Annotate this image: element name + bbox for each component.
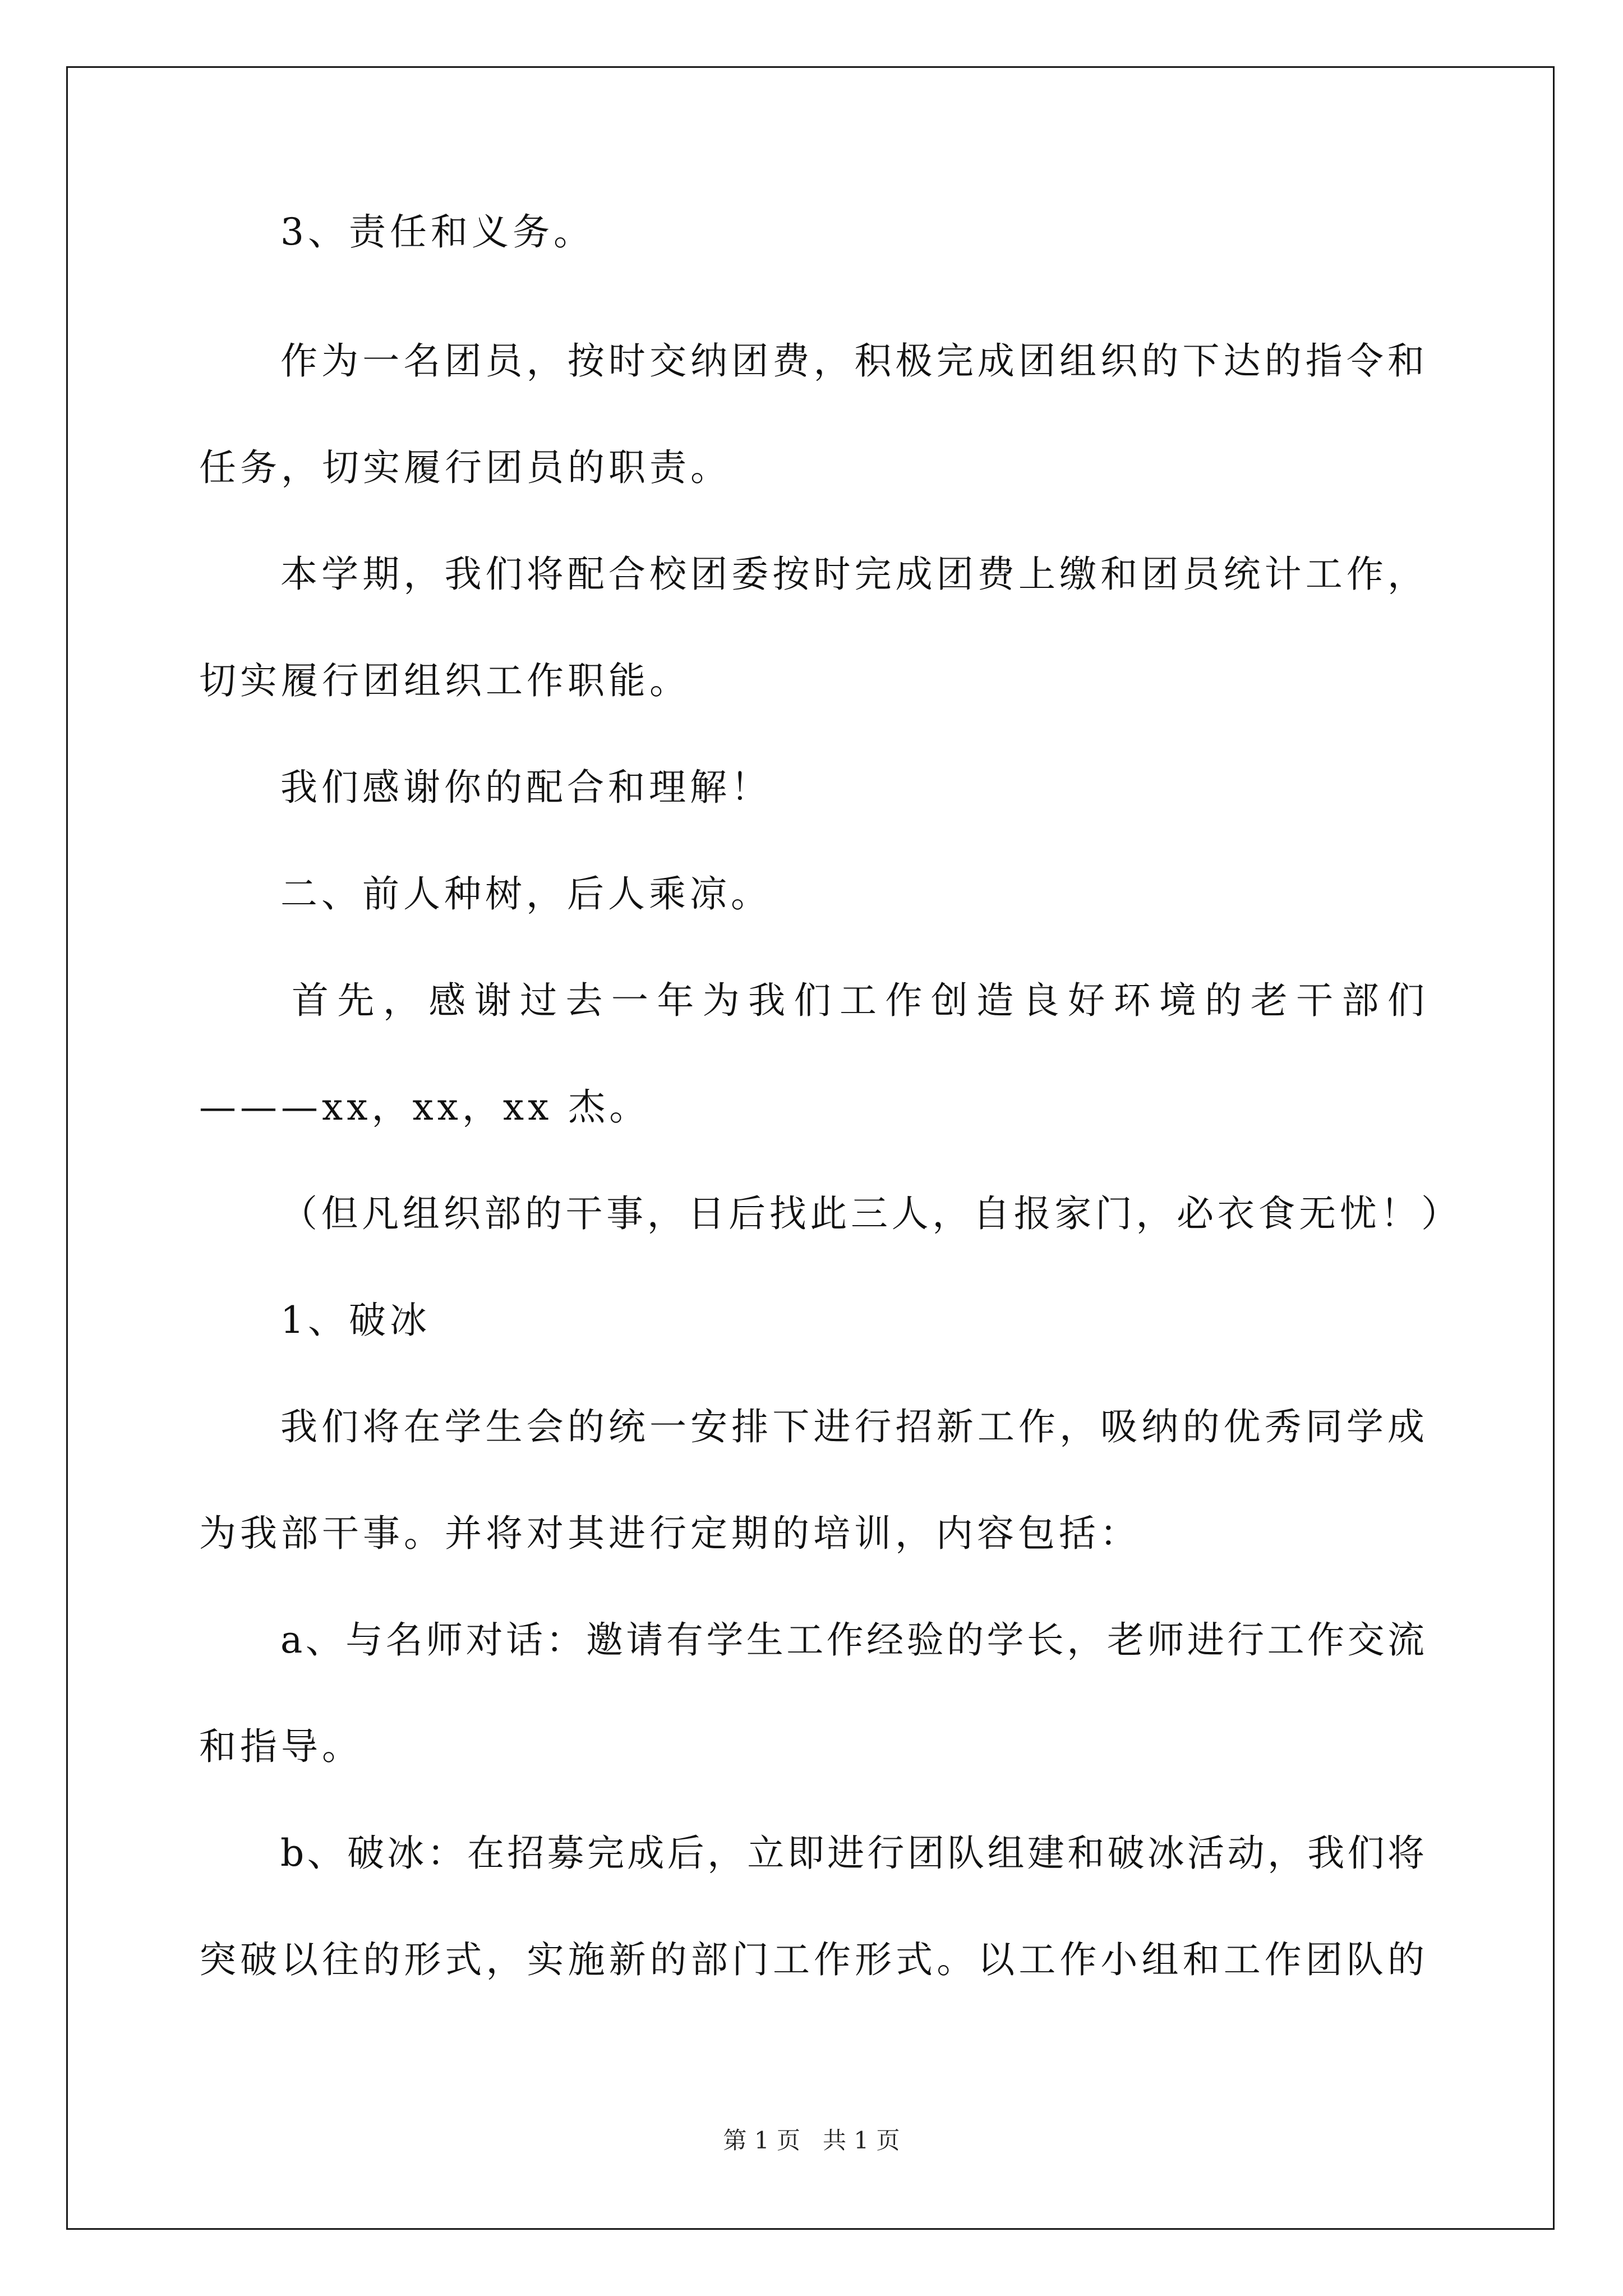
text-line: 为我部干事。并将对其进行定期的培训，内容包括： [199, 1512, 1141, 1555]
page-border [66, 66, 1555, 2230]
text-line: 和指导。 [199, 1725, 363, 1768]
page-footer: 第 1 页 共 1 页 [723, 2127, 900, 2154]
text-line: 首先，感谢过去一年为我们工作创造良好环境的老干部们 [292, 979, 1424, 1022]
text-line: 我们将在学生会的统一安排下进行招新工作，吸纳的优秀同学成 [280, 1405, 1424, 1448]
text-line: 作为一名团员，按时交纳团费，积极完成团组织的下达的指令和 [280, 339, 1424, 383]
text-line: 切实履行团组织工作职能。 [199, 659, 690, 702]
text-line: （但凡组织部的干事，日后找此三人，自报家门，必衣食无忧！） [280, 1192, 1458, 1235]
text-line: a、与名师对话：邀请有学生工作经验的学长，老师进行工作交流 [280, 1618, 1424, 1662]
text-line: b、破冰：在招募完成后，立即进行团队组建和破冰活动，我们将 [280, 1832, 1424, 1875]
text-line: 3、责任和义务。 [280, 210, 594, 254]
text-line: 1、破冰 [280, 1299, 431, 1342]
text-line: 任务，切实履行团员的职责。 [199, 446, 731, 489]
text-line: 本学期，我们将配合校团委按时完成团费上缴和团员统计工作， [280, 553, 1424, 596]
text-line: ———xx，xx，xx 杰。 [199, 1085, 651, 1129]
text-line: 突破以往的形式，实施新的部门工作形式。以工作小组和工作团队的 [199, 1938, 1424, 1981]
text-line: 我们感谢你的配合和理解！ [280, 766, 772, 809]
text-line: 二、前人种树，后人乘凉。 [280, 872, 772, 915]
